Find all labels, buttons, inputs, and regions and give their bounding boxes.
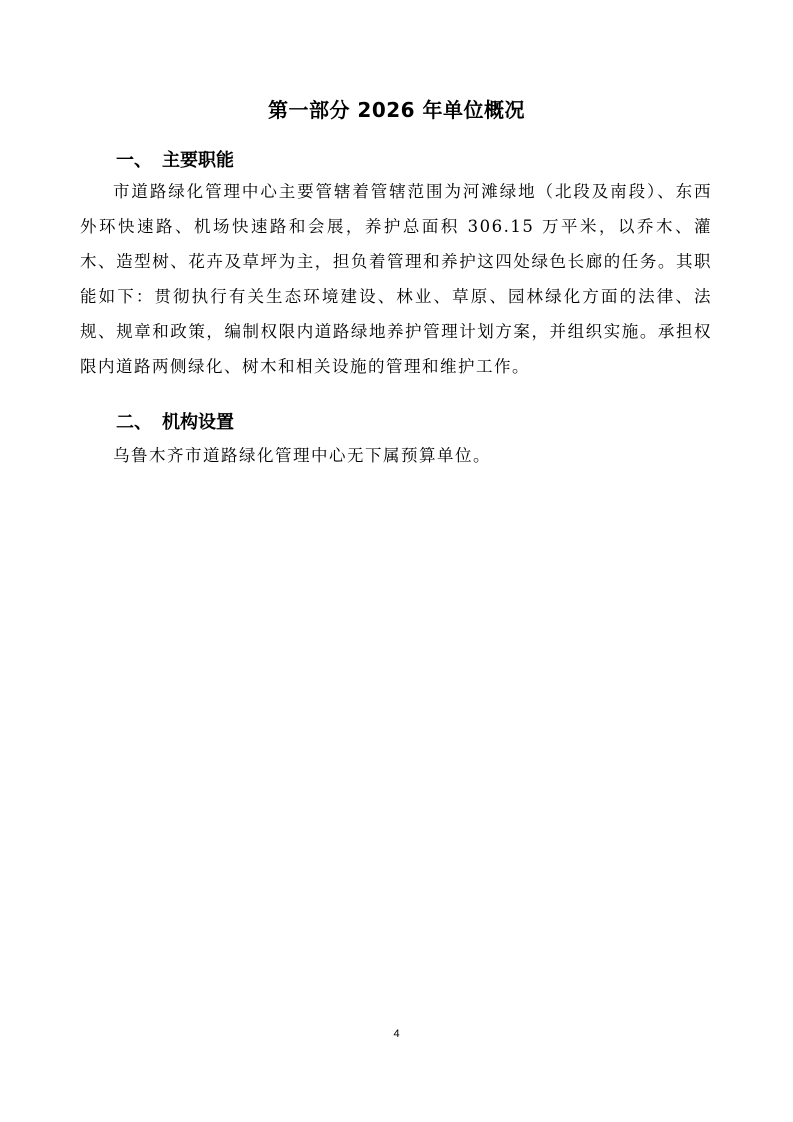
section-paragraph-functions: 市道路绿化管理中心主要管辖着管辖范围为河滩绿地（北段及南段）、东西外环快速路、机场快速路和会展，养护总面积 306.15 万平米，以乔木、灌木、造型树、花卉及草坪为主，担负着管理和养护这四处绿色长廊的任务。其职能如下：贯彻执行有关生态环境建设、林业、草原、园林绿化方面的法律、法规、规章和政策，编制权限内道路绿地养护管理计划方案，并组织实施。承担权限内道路两侧绿化、树木和相关设施的管理和维护工作。 xyxy=(80,182,712,376)
section-paragraph-organization: 乌鲁木齐市道路绿化管理中心无下属预算单位。 xyxy=(113,446,491,465)
section-heading-text: 机构设置 xyxy=(162,412,234,433)
page-title: 第一部分 2026 年单位概况 xyxy=(267,98,526,122)
section-heading-organization xyxy=(116,410,234,436)
section-heading-text: 主要职能 xyxy=(162,150,234,171)
page-number: 4 xyxy=(393,1028,400,1040)
section-number: 一、 xyxy=(116,150,152,171)
section-heading-functions xyxy=(116,148,234,174)
section-number: 二、 xyxy=(116,412,152,433)
